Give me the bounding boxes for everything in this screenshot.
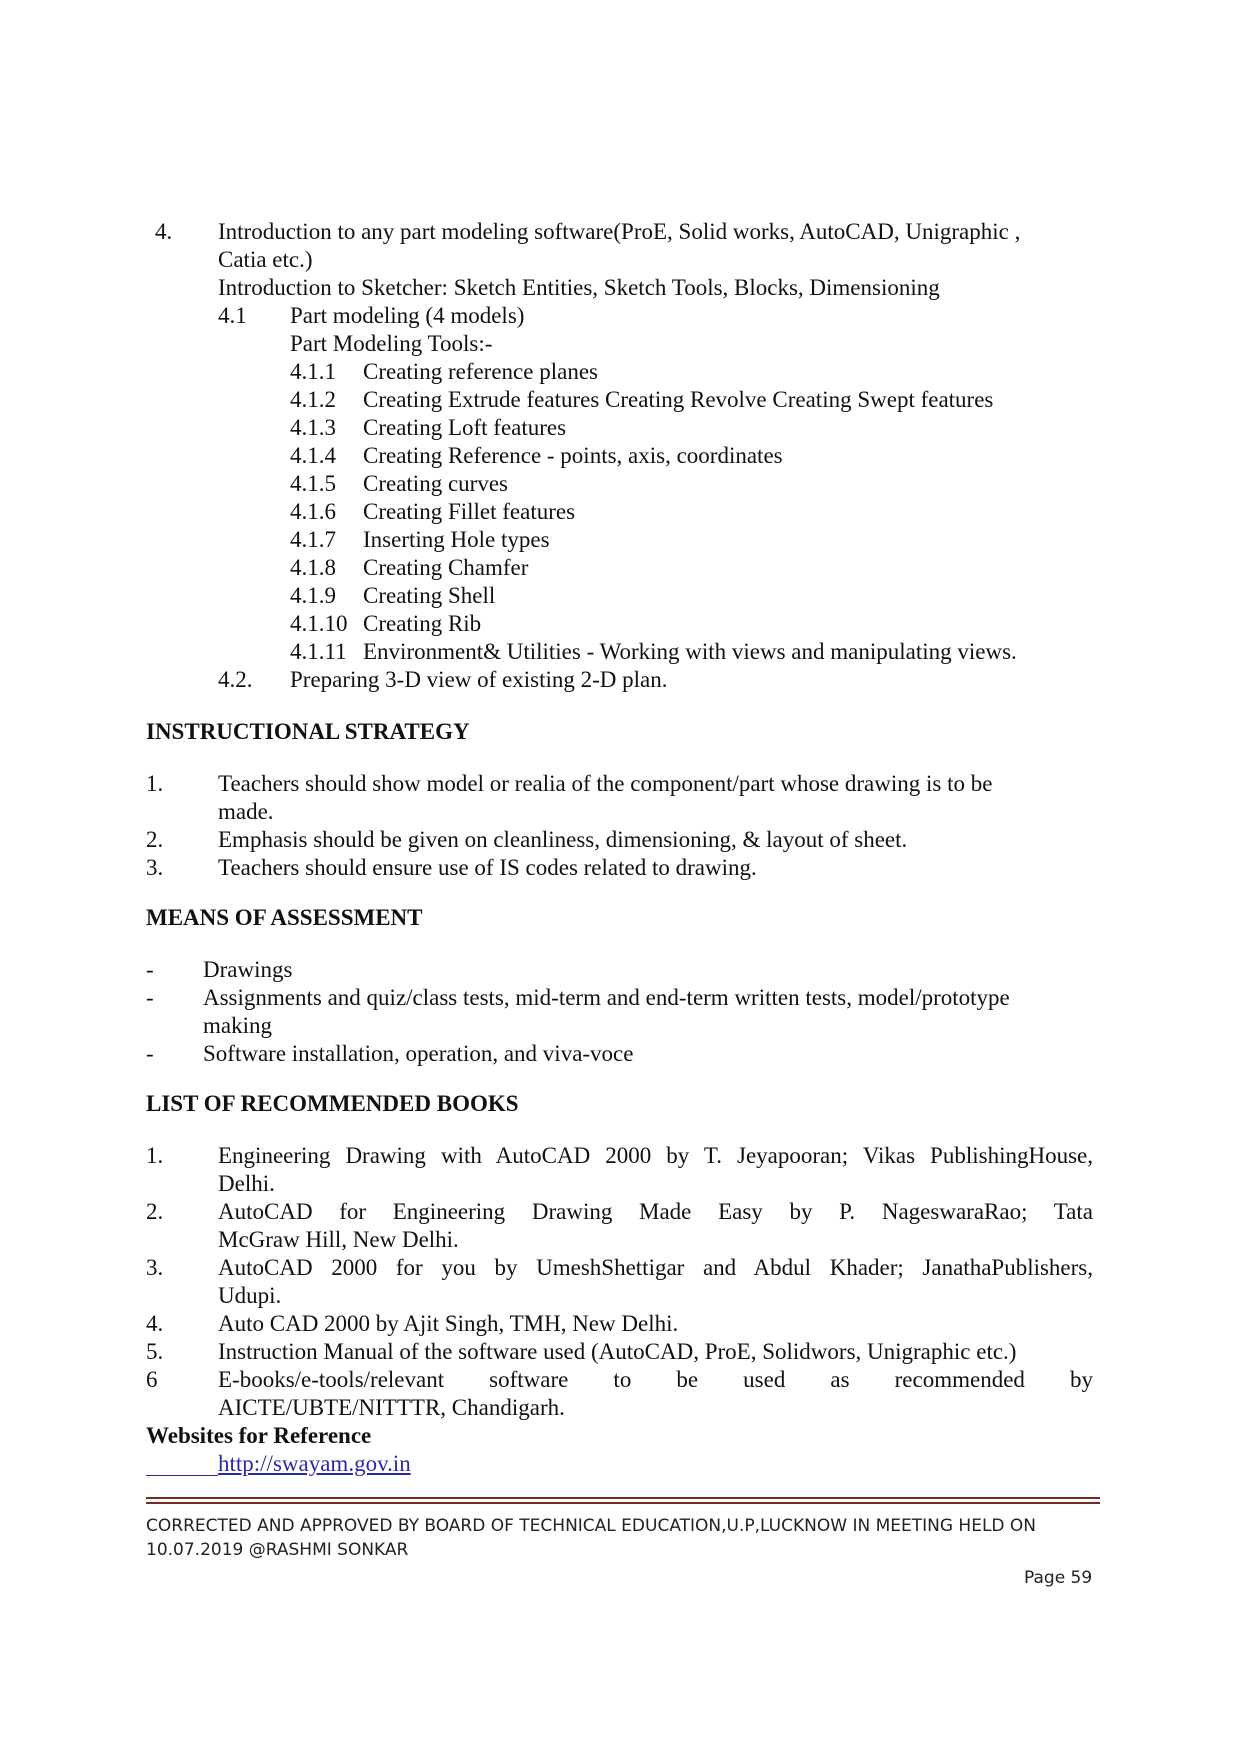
list-item-text: Software installation, operation, and viva-voce	[203, 1041, 634, 1066]
list-item-text: Creating Reference - points, axis, coordinates	[363, 443, 783, 468]
list-item-text: made.	[218, 799, 274, 824]
list-item-number: 4.1.6	[290, 499, 336, 524]
list-item-number: 1.	[146, 1143, 164, 1168]
list-item-text: Creating Loft features	[363, 415, 567, 440]
list-item-number: 4.1.9	[290, 583, 336, 608]
part-modeling-tools-heading: Part Modeling Tools:-	[290, 331, 493, 356]
list-item-number: 3.	[146, 855, 164, 880]
list-item-text: making	[203, 1013, 272, 1038]
footer-approval-line2: 10.07.2019 @RASHMI SONKAR	[146, 1540, 409, 1560]
list-item-number: 4.1.10	[290, 611, 348, 636]
section-4-number: 4.	[155, 219, 173, 244]
list-item-text: Environment& Utilities - Working with views and manipulating views.	[363, 639, 1017, 664]
list-item-text: Teachers should show model or realia of the component/part whose drawing is to be	[218, 771, 993, 796]
means-of-assessment-heading: MEANS OF ASSESSMENT	[146, 905, 423, 930]
list-item-text: Assignments and quiz/class tests, mid-term and end-term written tests, model/prototype	[203, 985, 1010, 1010]
list-item-text: Creating Fillet features	[363, 499, 576, 524]
list-item-text: Creating reference planes	[363, 359, 598, 384]
footer-rule-bottom	[146, 1502, 1100, 1504]
list-item-number: 4.1.4	[290, 443, 336, 468]
list-item-text: Creating Extrude features Creating Revolve Creating Swept features	[363, 387, 994, 412]
list-item-text: Teachers should ensure use of IS codes related to drawing.	[218, 855, 757, 880]
book-entry-line: Auto CAD 2000 by Ajit Singh, TMH, New Delhi.	[218, 1311, 679, 1336]
book-entry-line: Instruction Manual of the software used (AutoCAD, ProE, Solidwors, Unigraphic etc.)	[218, 1339, 1017, 1364]
websites-heading: Websites for Reference	[146, 1423, 372, 1448]
sketcher-intro: Introduction to Sketcher: Sketch Entities, Sketch Tools, Blocks, Dimensioning	[218, 275, 940, 300]
book-entry-line: AutoCAD for Engineering Drawing Made Easy by P. NageswaraRao; Tata	[218, 1199, 1093, 1224]
link-underline-lead	[146, 1450, 218, 1476]
bullet-marker: -	[146, 1041, 154, 1066]
footer-approval-line1: CORRECTED AND APPROVED BY BOARD OF TECHNICAL EDUCATION,U.P,LUCKNOW IN MEETING HELD ON	[146, 1516, 1037, 1536]
list-item-number: 3.	[146, 1255, 164, 1280]
book-entry-line: AICTE/UBTE/NITTTR, Chandigarh.	[218, 1395, 565, 1420]
list-item-number: 4.1.11	[290, 639, 347, 664]
list-item-text: Creating curves	[363, 471, 508, 496]
list-item-number: 4.	[146, 1311, 164, 1336]
list-item-number: 5.	[146, 1339, 164, 1364]
list-item-text: Emphasis should be given on cleanliness, dimensioning, & layout of sheet.	[218, 827, 908, 852]
book-entry-line: Udupi.	[218, 1283, 282, 1308]
list-item-number: 4.1.5	[290, 471, 336, 496]
list-item-number: 4.1.3	[290, 415, 336, 440]
recommended-books-heading: LIST OF RECOMMENDED BOOKS	[146, 1091, 519, 1116]
list-item-number: 6	[146, 1367, 158, 1392]
list-item-number: 4.1.7	[290, 527, 336, 552]
section-4-title-line2: Catia etc.)	[218, 247, 313, 272]
book-entry-line: McGraw Hill, New Delhi.	[218, 1227, 459, 1252]
list-item-number: 4.1.8	[290, 555, 336, 580]
book-entry-line: AutoCAD 2000 for you by UmeshShettigar and Abdul Khader; JanathaPublishers,	[218, 1255, 1093, 1280]
subsection-4-1-title: Part modeling (4 models)	[290, 303, 525, 328]
book-entry-line: E-books/e-tools/relevant software to be used as recommended by	[218, 1367, 1093, 1392]
book-entry-line: Engineering Drawing with AutoCAD 2000 by T. Jeyapooran; Vikas PublishingHouse,	[218, 1143, 1093, 1168]
swayam-link[interactable]: http://swayam.gov.in	[218, 1451, 411, 1476]
list-item-number: 2.	[146, 827, 164, 852]
list-item-number: 4.1.2	[290, 387, 336, 412]
list-item-text: Creating Shell	[363, 583, 496, 608]
page-number: Page 59	[1024, 1568, 1093, 1588]
list-item-number: 1.	[146, 771, 164, 796]
subsection-4-2-number: 4.2.	[218, 667, 253, 692]
bullet-marker: -	[146, 957, 154, 982]
list-item-text: Creating Rib	[363, 611, 482, 636]
list-item-number: 4.1.1	[290, 359, 336, 384]
instructional-strategy-heading: INSTRUCTIONAL STRATEGY	[146, 719, 470, 744]
list-item-text: Drawings	[203, 957, 293, 982]
subsection-4-1-number: 4.1	[218, 303, 247, 328]
bullet-marker: -	[146, 985, 154, 1010]
list-item-text: Inserting Hole types	[363, 527, 550, 552]
list-item-text: Creating Chamfer	[363, 555, 529, 580]
footer-rule-top	[146, 1497, 1100, 1499]
subsection-4-2-text: Preparing 3-D view of existing 2-D plan.	[290, 667, 668, 692]
section-4-title-line1: Introduction to any part modeling software(ProE, Solid works, AutoCAD, Unigraphic ,	[218, 219, 1021, 244]
book-entry-line: Delhi.	[218, 1171, 275, 1196]
list-item-number: 2.	[146, 1199, 164, 1224]
